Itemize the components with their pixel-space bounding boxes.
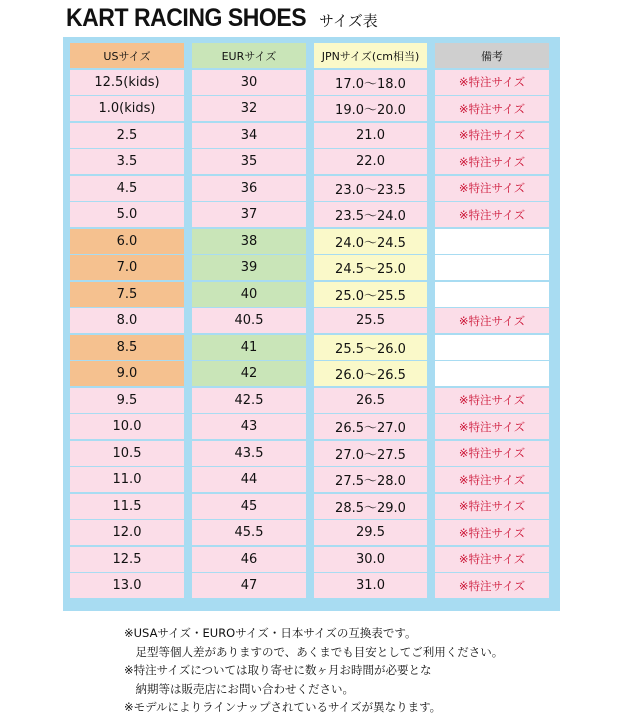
table-cell-note (435, 255, 549, 280)
footer-line: ※特注サイズについては取り寄せに数ヶ月お時間が必要とな (124, 663, 432, 677)
table-cell-note: ※特注サイズ (435, 388, 549, 413)
table-cell-us: 7.5 (70, 282, 184, 307)
table-cell-us: 12.5 (70, 547, 184, 572)
table-cell-note: ※特注サイズ (435, 202, 549, 227)
table-cell-eur: 45.5 (192, 520, 306, 545)
table-cell-eur: 45 (192, 494, 306, 519)
column-header-eur: EURサイズ (192, 43, 306, 68)
table-cell-eur: 40.5 (192, 308, 306, 333)
table-cell-us: 2.5 (70, 123, 184, 148)
table-cell-us: 10.5 (70, 441, 184, 466)
table-cell-note: ※特注サイズ (435, 520, 549, 545)
table-cell-us: 11.0 (70, 467, 184, 492)
footer-notes (124, 624, 624, 717)
table-cell-note: ※特注サイズ (435, 308, 549, 333)
table-cell-us: 8.0 (70, 308, 184, 333)
table-cell-note: ※特注サイズ (435, 176, 549, 201)
table-cell-jpn: 26.0〜26.5 (314, 361, 427, 386)
footer-line: ※モデルによりラインナップされているサイズが異なります。 (124, 700, 442, 714)
table-cell-note: ※特注サイズ (435, 96, 549, 121)
table-cell-note (435, 361, 549, 386)
table-cell-jpn: 22.0 (314, 149, 427, 174)
footer-line: ※USAサイズ・EUROサイズ・日本サイズの互換表です。 (124, 626, 417, 640)
table-cell-us: 13.0 (70, 573, 184, 598)
table-cell-jpn: 25.5 (314, 308, 427, 333)
table-cell-eur: 47 (192, 573, 306, 598)
table-cell-jpn: 26.5 (314, 388, 427, 413)
table-cell-jpn: 23.5〜24.0 (314, 202, 427, 227)
footer-line: 足型等個人差がありますので、あくまでも目安としてご利用ください。 (124, 644, 504, 659)
table-cell-note: ※特注サイズ (435, 441, 549, 466)
column-header-jpn: JPNサイズ(cm相当) (314, 43, 427, 68)
table-cell-eur: 37 (192, 202, 306, 227)
table-cell-eur: 35 (192, 149, 306, 174)
table-cell-us: 12.5(kids) (70, 70, 184, 95)
table-cell-eur: 30 (192, 70, 306, 95)
table-cell-note: ※特注サイズ (435, 70, 549, 95)
table-cell-us: 9.0 (70, 361, 184, 386)
table-cell-note: ※特注サイズ (435, 414, 549, 439)
table-cell-us: 7.0 (70, 255, 184, 280)
table-cell-jpn: 27.5〜28.0 (314, 467, 427, 492)
table-cell-eur: 43.5 (192, 441, 306, 466)
table-cell-jpn: 24.0〜24.5 (314, 229, 427, 254)
table-cell-jpn: 25.5〜26.0 (314, 335, 427, 360)
table-cell-note: ※特注サイズ (435, 573, 549, 598)
table-cell-eur: 34 (192, 123, 306, 148)
table-cell-us: 5.0 (70, 202, 184, 227)
table-cell-us: 12.0 (70, 520, 184, 545)
table-cell-note: ※特注サイズ (435, 123, 549, 148)
table-cell-eur: 38 (192, 229, 306, 254)
table-cell-eur: 41 (192, 335, 306, 360)
table-cell-us: 6.0 (70, 229, 184, 254)
table-cell-note (435, 229, 549, 254)
table-cell-us: 8.5 (70, 335, 184, 360)
table-cell-us: 4.5 (70, 176, 184, 201)
table-cell-eur: 36 (192, 176, 306, 201)
table-cell-eur: 39 (192, 255, 306, 280)
table-cell-jpn: 25.0〜25.5 (314, 282, 427, 307)
table-cell-note (435, 335, 549, 360)
table-cell-us: 10.0 (70, 414, 184, 439)
table-cell-jpn: 21.0 (314, 123, 427, 148)
table-cell-jpn: 19.0〜20.0 (314, 96, 427, 121)
column-header-note: 備考 (435, 43, 549, 68)
table-cell-eur: 40 (192, 282, 306, 307)
table-cell-note: ※特注サイズ (435, 149, 549, 174)
table-cell-note: ※特注サイズ (435, 547, 549, 572)
title-sub: サイズ表 (318, 12, 378, 30)
table-cell-us: 9.5 (70, 388, 184, 413)
table-cell-jpn: 23.0〜23.5 (314, 176, 427, 201)
table-cell-jpn: 31.0 (314, 573, 427, 598)
table-cell-us: 1.0(kids) (70, 96, 184, 121)
table-cell-jpn: 27.0〜27.5 (314, 441, 427, 466)
table-cell-us: 3.5 (70, 149, 184, 174)
table-cell-jpn: 17.0〜18.0 (314, 70, 427, 95)
table-cell-eur: 42 (192, 361, 306, 386)
table-cell-jpn: 29.5 (314, 520, 427, 545)
table-cell-jpn: 28.5〜29.0 (314, 494, 427, 519)
table-cell-us: 11.5 (70, 494, 184, 519)
table-cell-eur: 44 (192, 467, 306, 492)
table-cell-note (435, 282, 549, 307)
table-cell-jpn: 26.5〜27.0 (314, 414, 427, 439)
table-cell-note: ※特注サイズ (435, 467, 549, 492)
table-cell-note: ※特注サイズ (435, 494, 549, 519)
table-cell-jpn: 24.5〜25.0 (314, 255, 427, 280)
table-cell-eur: 43 (192, 414, 306, 439)
table-cell-eur: 46 (192, 547, 306, 572)
table-cell-eur: 32 (192, 96, 306, 121)
table-cell-eur: 42.5 (192, 388, 306, 413)
column-header-us: USサイズ (70, 43, 184, 68)
title-main: KART RACING SHOES (66, 4, 307, 32)
footer-line: 納期等は販売店にお問い合わせください。 (124, 681, 354, 696)
page-title (66, 4, 378, 34)
table-cell-jpn: 30.0 (314, 547, 427, 572)
